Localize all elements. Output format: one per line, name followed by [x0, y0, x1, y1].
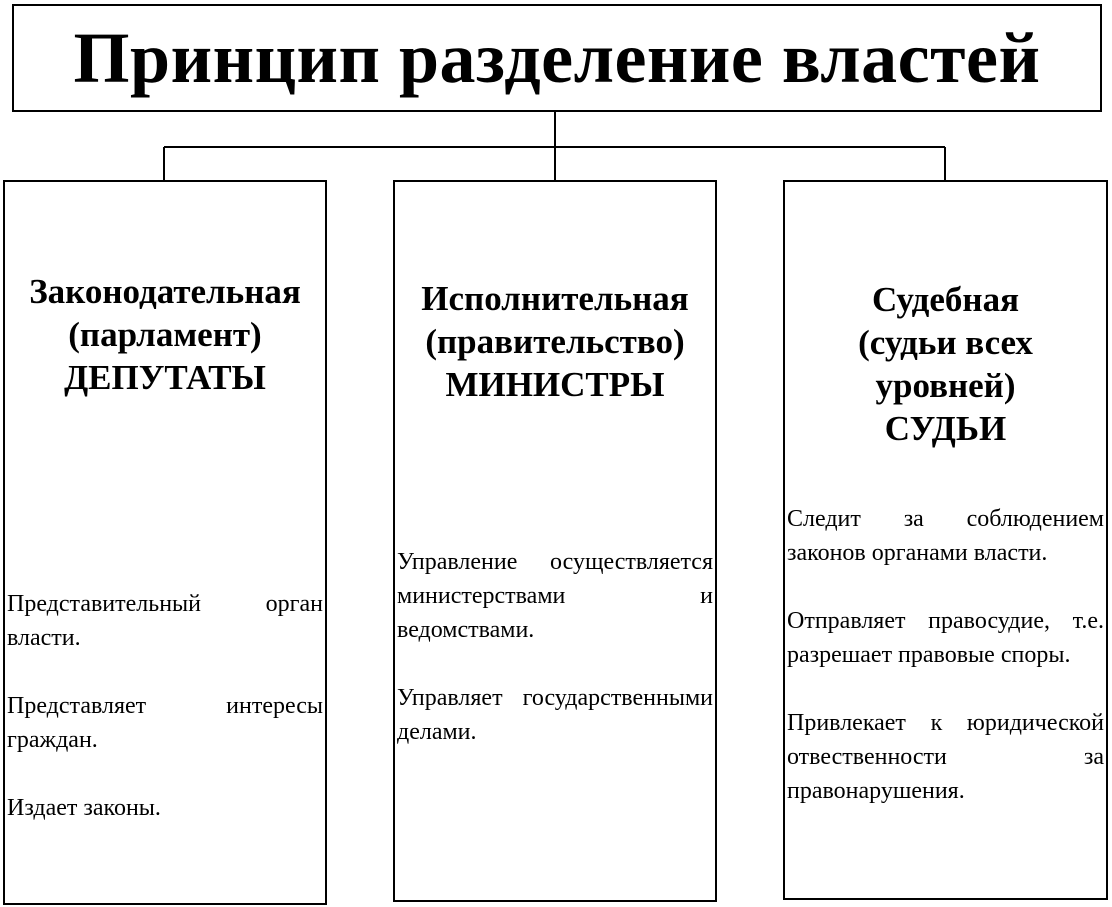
executive-functions: [397, 545, 713, 783]
heading-line: Исполнительная: [421, 279, 689, 318]
heading-line: (парламент): [68, 315, 262, 354]
executive-branch-box: [393, 180, 717, 902]
function-item: Управляет государственными делами.: [397, 685, 713, 745]
judicial-functions: [787, 502, 1104, 842]
heading-line: Законодательная: [29, 272, 301, 311]
executive-heading: [395, 277, 715, 406]
diagram-title: Принцип разделение властей: [73, 17, 1041, 98]
function-item: Отправляет правосудие, т.е. разрешает правовые споры.: [787, 608, 1104, 668]
legislative-branch-box: [3, 180, 327, 905]
function-item: Следит за соблюдением законов органами власти.: [787, 506, 1104, 566]
heading-line: уровней): [875, 366, 1016, 405]
function-item: Привлекает к юридической отвественности за правонарушения.: [787, 710, 1104, 804]
function-item: Издает законы.: [7, 795, 161, 821]
heading-line: Судебная: [871, 280, 1020, 319]
judicial-heading: [785, 278, 1106, 450]
legislative-functions: [7, 587, 323, 859]
heading-line: (судьи всех: [858, 323, 1033, 362]
judicial-branch-box: [783, 180, 1108, 900]
function-item: Представляет интересы граждан.: [7, 693, 323, 753]
heading-line: (правительство): [425, 322, 685, 361]
title-box: [12, 4, 1102, 112]
function-item: Представительный орган власти.: [7, 591, 323, 651]
heading-line: МИНИСТРЫ: [445, 365, 665, 404]
function-item: Управление осуществляется министерствами и ведомствами.: [397, 549, 713, 643]
heading-line: ДЕПУТАТЫ: [64, 358, 266, 397]
legislative-heading: [5, 270, 325, 399]
heading-line: СУДЬИ: [884, 409, 1007, 448]
